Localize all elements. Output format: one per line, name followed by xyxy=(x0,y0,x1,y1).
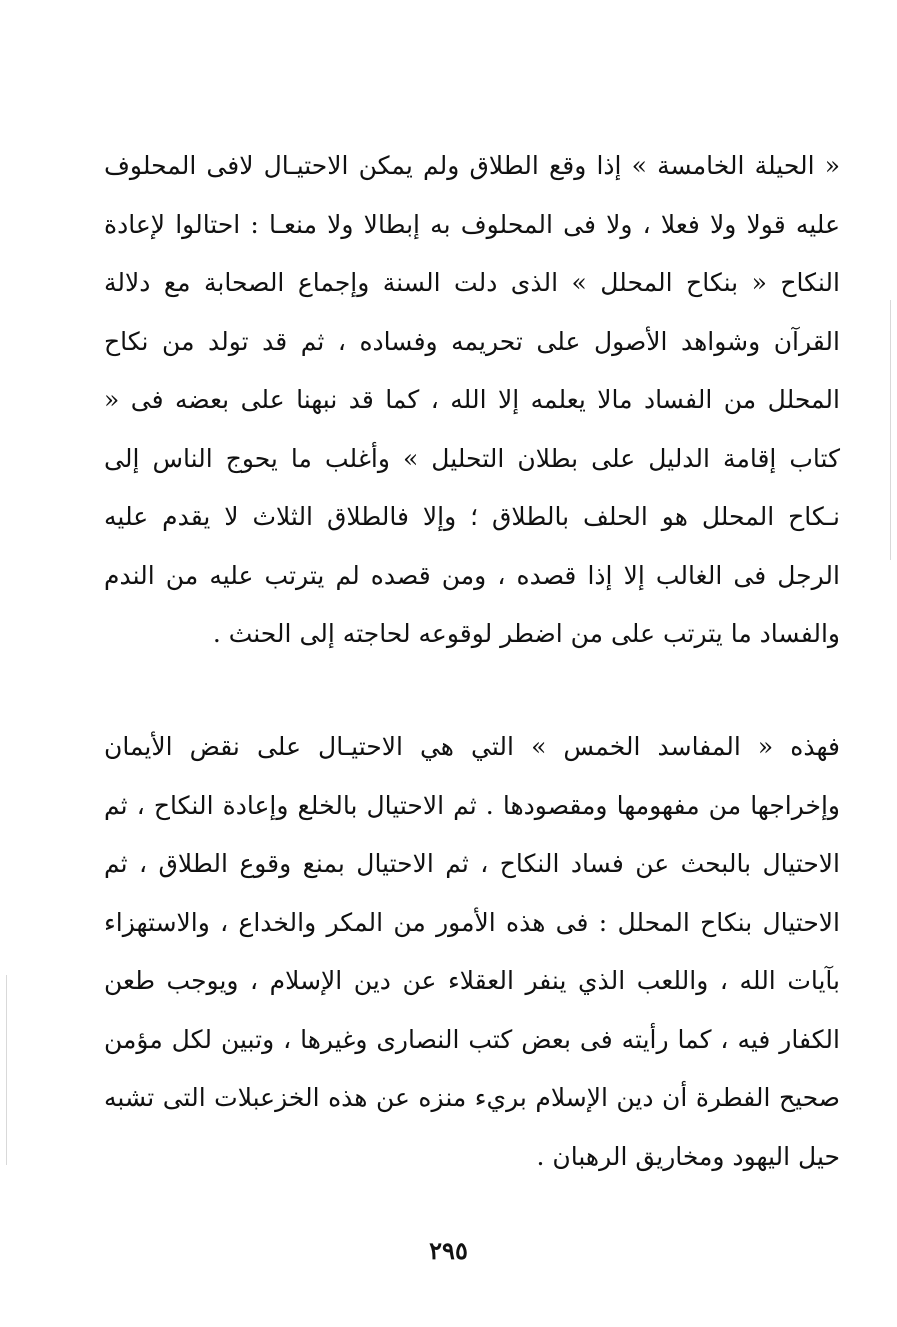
left-margin-line xyxy=(6,975,7,1165)
paragraph-five-corruptions: فهذه « المفاسد الخمس » التي هي الاحتيـال على نقض الأيمان وإخراجها من مفهومها ومقصودها . ثم الاحتيال بالخلع وإعادة النكاح ، ثم الاحتيال بالبحث عن فساد النكاح ، ثم الاحتيال بمنع وقوع الطلاق ، ثم الاحتيال بنكاح المحلل : فى هذه الأمور من المكر والخداع ، والاستهزاء بآيات الله ، واللعب الذي ينفر العقلاء عن دين الإسلام ، ويوجب طعن الكفار فيه ، كما رأيته فى بعض كتب النصارى وغيرها ، وتبين لكل مؤمن صحيح الفطرة أن دين الإسلام بريء منزه عن هذه الخزعبلات التى تشبه حيل اليهود ومخاريق الرهبان . xyxy=(104,732,840,1171)
right-margin-line xyxy=(890,300,891,560)
page-number: ٢٩٥ xyxy=(429,1236,468,1265)
paragraph-fifth-trick: « الحيلة الخامسة » إذا وقع الطلاق ولم يمكن الاحتيـال لافى المحلوف عليه قولا ولا فعلا ، ولا فى المحلوف به إبطالا ولا منعـا : احتالوا لإعادة النكاح « بنكاح المحلل » الذى دلت السنة وإجماع الصحابة مع دلالة القرآن وشواهد الأصول على تحريمه وفساده ، ثم قد تولد من نكاح المحلل من الفساد مالا يعلمه إلا الله ، كما قد نبهنا على بعضه فى « كتاب إقامة الدليل على بطلان التحليل » وأغلب ما يحوج الناس إلى نـكاح المحلل هو الحلف بالطلاق ؛ وإلا فالطلاق الثلاث لا يقدم عليه الرجل فى الغالب إلا إذا قصده ، ومن قصده لم يترتب عليه من الندم والفساد ما يترتب على من اضطر لوقوعه لحاجته إلى الحنث . xyxy=(104,151,840,648)
